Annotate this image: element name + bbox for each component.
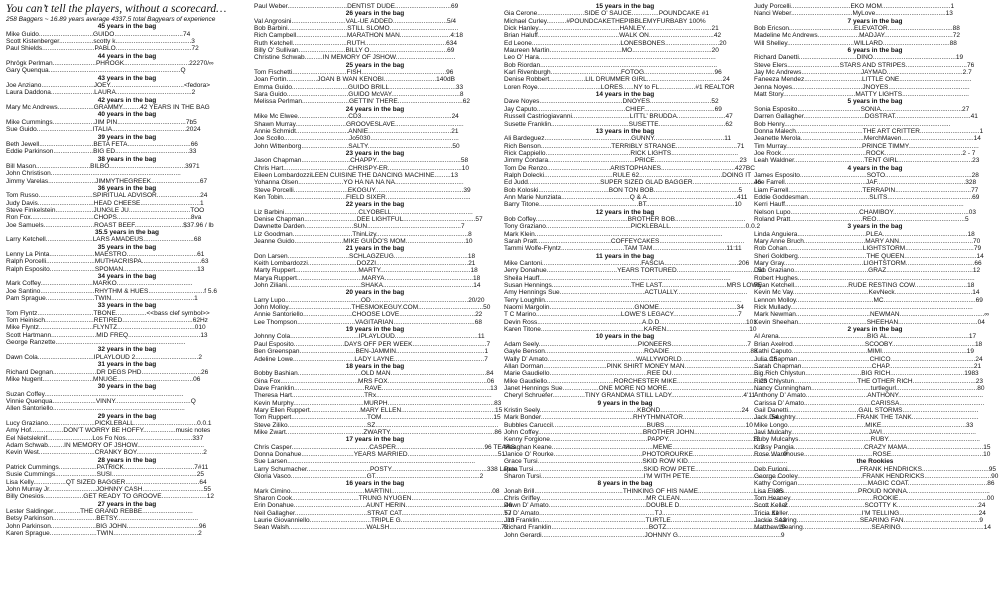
section-header: 19 years in the bag xyxy=(345,326,405,334)
member-entry: Mike Zwart...........................................ZWARTY..........................................................86 xyxy=(254,428,502,436)
member-entry: Beth Jewell..............................BETA FETA...................................66 xyxy=(6,140,198,148)
member-entry: Robert Hughes.................................................................................................. xyxy=(754,274,975,282)
member-entry: Karen Titone.........................................................KAREN..............................................10 xyxy=(504,326,757,334)
member-entry: Richard Franklin......................................................BOTZ..............................................................10 xyxy=(504,524,786,532)
member-entry: Krissy Pangia.......................................CRAZY MAMA..........................................15 xyxy=(754,443,991,451)
member-entry: Dave Noyes..............................................DNOYES..................................52 xyxy=(504,98,719,106)
member-entry: Tom De Renzo...................................ARISTOPHANES.........................................427BC xyxy=(504,164,755,172)
section-header: 36 years in the bag xyxy=(97,184,157,192)
member-entry: Rich Campbell............................MARATHON MAN............................4:18 xyxy=(254,32,464,40)
member-entry: Scott Kistenberger...................scotty k..........................................3 xyxy=(6,38,195,46)
member-entry: Ed Judd........................................SUPER SIZED GLAD BAGGER..................................46 xyxy=(504,179,762,187)
member-entry: Carissa D’ Amato.....................................CARISSA............................................... xyxy=(754,399,985,407)
member-entry: Michael Curley...........#POUNDCAKETHEPIBBLEMYFURBABY 100% xyxy=(504,17,706,25)
member-entry: Adam Seely.......................................................PIONEERS..........................................7 xyxy=(504,340,751,348)
member-entry: Adam Schwab.........IN MEMORY OF JSHOW..................................... xyxy=(6,441,205,449)
member-entry: Lisa Ellers.........................................PROUD NONNA.............................................. xyxy=(754,487,990,495)
member-entry: Joe Rock...............................................ROCK...........................................2 - 7 xyxy=(754,149,976,157)
section-header: 3 years in the bag xyxy=(847,223,903,231)
member-entry: Tom Russo..............................SPIRITUAL ADVISOR........................24 xyxy=(6,192,208,200)
section-header: 8 years in the bag xyxy=(597,480,653,488)
scorecard-column-1 xyxy=(6,3,248,537)
member-entry: Javi Mulcahy...........................................JAVI.................................................... xyxy=(754,428,976,436)
member-entry: Kristin Seely......................................................KBOND.............................................24 xyxy=(504,406,749,414)
member-entry: Tom Heinisch...........................RETIRED.......................................62Hz xyxy=(6,317,208,325)
member-entry: Bob Coffey...................................................BROTHER BOB....................................... xyxy=(504,215,746,223)
member-entry: Mary Anne Bruch..................................MARY ANN.........................................70 xyxy=(754,238,981,245)
section-header: 33 years in the bag xyxy=(97,302,157,310)
member-entry: Ruby Mulcahys........................................RUBY................................................... xyxy=(754,436,980,444)
member-entry: Gary Quenqua.........................................................................Q xyxy=(6,67,186,75)
member-entry: Lester Saldinger...............THE GRAND REBBE............................ xyxy=(6,508,193,516)
member-entry: Kevin West...............................CRANKY BOY.....................................2 xyxy=(6,449,207,457)
member-entry: Liz Barbini.........................................CLYOBELL............................................. xyxy=(254,208,473,216)
section-header: 11 years in the bag xyxy=(595,252,655,260)
member-entry: Darren Gallagher..................................DGSTRAT..........................................41 xyxy=(754,113,978,121)
member-entry: Bob Riordan.................................................................................................. xyxy=(504,61,718,69)
member-entry: Nelson Lupo......................................CHAMIBOY..........................................03 xyxy=(754,208,977,216)
section-header: 25 years in the bag xyxy=(345,61,405,69)
member-entry: Will Shelley.....................................WILLARD.....................................88 xyxy=(754,39,957,47)
member-entry: Maureen Martin........................................MO............................................20 xyxy=(504,47,719,55)
member-entry: Rich Chlystun...................................THE OTHER RICH...................................23 xyxy=(754,377,983,385)
member-entry: Joe Santino..............................RHYTHM & HUES...............................f 5.6 xyxy=(6,287,217,295)
member-entry: Terry Loughlin............................................................................................................. xyxy=(504,296,742,304)
member-entry: Dan Graziano.........................................GRAZ................................................12 xyxy=(754,267,981,275)
member-entry: Al Arena.................................................BIG AL.............................................17 xyxy=(754,333,977,341)
member-entry: Sue Larsen........................................................................................................ xyxy=(254,458,476,466)
member-entry: Larry Ketchell..........................LARS AMADEUS............................68 xyxy=(6,236,202,244)
member-entry: Ann Marie Nunziata......................................Q & A..................................................411 xyxy=(504,193,748,201)
member-entry: Melissa Perlman..........................GETTIN’ THERE....................................62 xyxy=(254,98,470,106)
member-entry: Dawn Cola...............................IPLAYLOUD 2...................................2 xyxy=(6,353,203,361)
member-entry: Gloria Vasco..........................................GT..........................................................2 xyxy=(254,473,484,480)
member-entry: Sean Walsh...........................................WALSH..............................................................72 xyxy=(254,524,509,532)
member-entry: Mary Ellen Ruppert............................MARY ELLEN....................................................15 xyxy=(254,406,503,414)
member-entry: John Wittenborg..........................SALTY...............................................50 xyxy=(254,142,460,150)
member-entry: Devin Ross..........................................................A.D.D................................................101 xyxy=(504,318,757,326)
member-entry: Jason Chapman...........................CHAPPY...............................................58 xyxy=(254,157,469,165)
member-entry: Steve Porcelli..............................EKOGUY.................................................39 xyxy=(254,186,471,194)
member-entry: Barry Titone.......................................................BT.................................................10 xyxy=(504,201,742,209)
section-header: 34 years in the bag xyxy=(97,273,157,281)
member-entry: George Ranzette........................................................................ xyxy=(6,339,186,347)
section-header: 42 years in the bag xyxy=(97,96,157,104)
section-header: 28 years in the bag xyxy=(97,456,157,464)
member-entry: Judy Davis...............................HEAD CHEESE.................................1 xyxy=(6,199,204,207)
member-entry: Sara Guido..................................GUIDO McVAY......................................8 xyxy=(254,91,464,99)
member-entry: George Cooley....................................FRANK HENDRICKS.....................................90 xyxy=(754,473,999,480)
member-entry: Cheryl Schruefer..................TINY GRANDMA STILL LADY........................................4’11” xyxy=(504,392,758,400)
member-entry: Ali Bardeguez................................................GUNNY.......................................11 xyxy=(504,135,731,143)
member-entry: Mike Nugent............................MNUGE..........................................06 xyxy=(6,375,201,383)
member-entry: TJ D’ Amato................................................................TJ.............................................................11 xyxy=(504,509,779,517)
member-entry: Nancy Cunningham.................................turtlegurl.............................................80 xyxy=(754,384,985,392)
member-entry: Jerry Donahue.......................................YEARS TORTURED.............................................51 xyxy=(504,267,766,275)
member-entry: Mark Newman.........................................NEWMAN...............................................∞ xyxy=(754,311,990,319)
member-entry: Mary Mc Andrews....................GRAMMY..........42 YEARS IN THE BAG xyxy=(6,104,210,112)
member-entry: Amy Hof..................DON’T WORRY BE HOFFY..................music notes xyxy=(6,427,211,435)
member-entry: Rose Warehouse......................................ROSE...................................................10 xyxy=(754,450,991,458)
member-entry: Paul Shields.............................PABLO..........................................72 xyxy=(6,45,199,53)
section-header: 13 years in the bag xyxy=(595,127,655,135)
member-entry: Mike Cummings.......................JIM PIN......................................7b5 xyxy=(6,118,197,126)
member-entry: Susette Franklin...........................................SUSETTE.....................................62 xyxy=(504,120,733,128)
member-entry: Ken Tobin...................................FIELD SIXER............................................... xyxy=(254,193,471,201)
member-entry: Mike Flyntz..............................FLYNTZ...........................................010 xyxy=(6,324,206,332)
member-entry: Dawn D’ Amato......................................................DOUBLE D..........................................................2 xyxy=(504,502,788,510)
member-entry: Keith Lombardozzi...........................DOZZI...................................................21 xyxy=(254,260,476,268)
section-header: 35 years in the bag xyxy=(97,243,157,251)
member-entry: Yohanna Olsen.........................YO HA NA NA NA...................................... xyxy=(254,179,464,187)
member-entry: Johnny Cola......................................IPLAYLOUD..............................................11 xyxy=(254,333,485,341)
member-entry: Jeanne Guido...........................MIKE GUIDO’S MOM.................................10 xyxy=(254,238,473,245)
member-entry: Bob Barbini.................................STILL SLOMO...................................... xyxy=(254,25,459,33)
section-header: 5 years in the bag xyxy=(847,98,903,106)
member-entry: Susie Cummings.......................SUSI...............................................25 xyxy=(6,471,204,479)
member-entry: Jay Caputo.................................................CHIEF.......................................69 xyxy=(504,105,722,113)
member-entry: Chris Griffey...........................................................MR CLEAN......................................................... xyxy=(504,495,783,503)
section-header: 16 years in the bag xyxy=(345,480,405,488)
member-entry: Tom Flyntz...............................TBONE.................<<bass clef symbol>> xyxy=(6,309,210,317)
member-entry: Leo O’ Hara.................................................................................................. xyxy=(504,54,716,62)
section-header: 4 years in the bag xyxy=(847,164,903,172)
member-entry: John Gerardi.........................................................JOHNNY G.........................................................9 xyxy=(504,531,785,539)
member-entry: Bill Mason..............................BILBO..........................................3971 xyxy=(6,162,200,170)
member-entry: James Esposito.....................................SOTO................................................28 xyxy=(754,171,979,179)
member-entry: John Christison........................................................................ xyxy=(6,170,181,178)
member-entry: Matthew Searing......................................SEARING..............................................14 xyxy=(754,524,991,532)
member-entry: Shawn Murray............................GROOVESLAVE...................................... xyxy=(254,120,464,128)
scorecard-column-2 xyxy=(254,3,518,532)
member-entry: John Coffey..........................................................BROTHER JOHN................................................... xyxy=(504,428,787,436)
member-entry: Judy Porcelli.................................EKO MOM......................................1 xyxy=(754,3,955,10)
member-entry: Larry Schumacher...................................POSTY.....................................................338 Lapua xyxy=(254,465,518,473)
member-entry: Christine Schwab..........IN MEMORY OF JSHOW................................. xyxy=(254,54,456,62)
member-entry: Tom Ruppert..........................................TOM..............................................................15 xyxy=(254,414,501,422)
member-entry: Rob Cohan..........................................LIGHTSTORM......................................79 xyxy=(754,245,982,253)
section-header: 7 years in the bag xyxy=(847,17,903,25)
member-entry: Karen Sprague..........................TWIN...............................................2 xyxy=(6,530,202,538)
member-entry: Billy Onesios......................GET READY TO GROOVE.........................12 xyxy=(6,493,214,501)
section-header: 31 years in the bag xyxy=(97,361,157,369)
member-entry: Janice O’ Rourke.................................................PHOTOROURKE..................................................9 xyxy=(504,450,787,458)
member-entry: Sheri Goldberg......................................THE QUEEN........................................14 xyxy=(754,252,984,260)
member-entry: Laura Daddona........................LAURA..........................................2 xyxy=(6,89,196,97)
member-entry: Rick Mullady..................................................................................................... xyxy=(754,304,973,312)
member-entry: Ralph Porcelli...........................MUTHACRISPA.................................63 xyxy=(6,258,209,266)
member-entry: Mary Gray............................................LIGHTSTORM......................................66 xyxy=(754,260,982,268)
section-header: 40 years in the bag xyxy=(97,111,157,119)
member-entry: Ron Fox...................................CHOPS.........................................8va xyxy=(6,214,202,222)
member-entry: Jonah Brill.................................................THINKING OF HIS NAME...........................................35 xyxy=(504,487,783,495)
member-entry: Erin Donahue........................................AUNT HERIN.......................................................46 xyxy=(254,502,513,510)
member-entry: Mark Coffey.............................MARKO.......................................... xyxy=(6,280,193,288)
member-entry: Scott Keller...........................................SCOTTY K.............................................24 xyxy=(754,502,986,510)
member-entry: Sonia Esposito...................................SONIA.............................................27 xyxy=(754,105,970,113)
section-header: 21 years in the bag xyxy=(345,245,405,253)
member-entry: Lennon Molloy...........................................MC...................................................69 xyxy=(754,296,983,304)
member-entry: Pete Tursi.............................................................SKID ROW PETE..................................................... xyxy=(504,465,791,473)
member-entry: Mike Longo...........................................MIKE...............................................33 xyxy=(754,421,974,429)
member-entry: John Molloy...................................THESMOKEGUY.COM....................................50 xyxy=(254,304,491,312)
member-entry: Tom Heaney..............................................ROOKIE.................................................00 xyxy=(754,495,995,503)
member-entry: Laurie Giovanniello..................................TRIPLE G...........................................................13 xyxy=(254,517,515,525)
member-entry: Tricia Keller.........................................I’M TELLING............................................24 xyxy=(754,509,986,517)
member-entry: Amy Hennings Sue...............................................ACTUALLY....................................... xyxy=(504,289,748,297)
member-entry: Ed Leone.................................................LONESBONES..............................20 xyxy=(504,39,727,47)
section-header: 18 years in the bag xyxy=(345,362,405,370)
member-entry: Linda Anguiera......................................PLEA...............................................18 xyxy=(754,230,975,238)
member-entry: Richard Degnan........................DR DEGS PHD.................................26 xyxy=(6,368,209,376)
section-header: 39 years in the bag xyxy=(97,133,157,141)
member-entry: Sharon Tursi.........................................................I’M WITH PETE..................................................... xyxy=(504,473,786,480)
member-entry: Billy O’ Sullivan..........................BILLY O...........................................69 xyxy=(254,47,455,55)
member-entry: Pam Sprague...........................TWIN..............................................1 xyxy=(6,295,198,303)
section-header: 10 years in the bag xyxy=(595,333,655,341)
member-entry: Sarah Chapman.......................................CHAP...............................................21 xyxy=(754,362,982,370)
member-entry: Bob Ericson....................................ELEVATOR....................................88 xyxy=(754,25,960,33)
section-header: 22 years in the bag xyxy=(345,201,405,209)
member-entry: Steve Elers.............................STARS AND STRIPES..................................76 xyxy=(754,61,975,69)
member-entry: Kevin Murphy.......................................MURPH...........................................................83 xyxy=(254,399,502,407)
member-entry: Larry Lupo..........................................OD......................................................20/20 xyxy=(254,296,485,304)
member-entry: Susan Hennings............................................THE LAST....................................MRS LOWE xyxy=(504,282,762,290)
member-entry: Emma Guido...............................GUIDO BRILL.....................................33 xyxy=(254,83,464,91)
member-entry: Marty Ruppert...................................MARTY..................................................18 xyxy=(254,267,478,275)
section-header: 45 years in the bag xyxy=(97,23,157,31)
member-entry: John Parkinson.........................BIG JOHN........................................96 xyxy=(6,522,207,530)
section-header: 23 years in the bag xyxy=(345,149,405,157)
member-entry: Donna Donahue.............................YEARS MARRIED..................................................51 xyxy=(254,450,506,458)
member-entry: Gail Danetti.......................................GAIL STORMS.......................................... xyxy=(754,406,979,414)
member-entry: Janet Hennings Sue....................ONE MORE NO MORE...................................................... xyxy=(504,384,765,392)
member-entry: Joe Scollo....................................Jo5030................................................. xyxy=(254,135,459,143)
member-entry: Annie Santoriello...........................CHOOSE LOVE..........................................22 xyxy=(254,311,483,319)
member-entry: Meaghan Keane........................................................MEME.................................................2 xyxy=(504,443,765,451)
member-entry: Joe Samuels............................ROAST BEEF...........................$37.96 / lb xyxy=(6,221,214,229)
member-entry: Kevin Mc Vay..........................................KevNeck...........................................14 xyxy=(754,289,980,297)
member-entry: Lee Thompson................................VAGITARIAN.............................................68 xyxy=(254,318,482,326)
member-entry: Jimmy Cordara................................................PRICE...............................................23 xyxy=(504,157,747,165)
section-header: 14 years in the bag xyxy=(595,91,655,99)
member-entry: Joan Fortin.................JOAN B WAN KENOBI.............................140dB xyxy=(254,76,455,84)
page-subtitle: 258 Baggers ~ 16.89 years average 4337.5 total Bagyears of experience xyxy=(6,16,216,23)
member-entry: Mike Mc Elwee............................CD3..................................................24 xyxy=(254,113,459,121)
member-entry: Faneeza Mendez................................LITTLE ONE........................................ xyxy=(754,76,972,84)
member-entry: Vinnie Quenqua........................VINNY..........................................Q xyxy=(6,397,196,405)
member-entry: Brian Haluff.............................................WALK ON....................................42 xyxy=(504,32,722,40)
member-entry: John Ziliani.........................................SHAKA..................................................14 xyxy=(254,282,481,290)
member-entry: Ryan Ketchell..............................RUDE RESTING COW.............................18 xyxy=(754,282,975,290)
member-entry: Denise Chapman.............................DEE LIGHTFUL........................................57 xyxy=(254,215,483,223)
member-entry: Val Angrosini..............................VAL-UE ADDED..............................5/4 xyxy=(254,17,457,25)
member-entry: Grace Tursi..........................................................SKID ROW KID....................................................... xyxy=(504,458,788,466)
member-entry: Jimmy Varelas..........................JIMMYTHEGREEK...........................67 xyxy=(6,177,208,185)
member-entry: Sue Guido...............................ITALIA.........................................2024 xyxy=(6,126,201,134)
member-entry: Tony Graziano...............................................PICKLEBALL..........................................0.0.2 xyxy=(504,223,761,231)
member-entry: Steve Ziliko............................................SZ.................................................................... xyxy=(254,421,499,429)
section-header: 15 years in the bag xyxy=(595,3,655,10)
member-entry: Jeanette Merola...................................MerchMaven........................................14 xyxy=(754,135,981,143)
member-entry: Mark Cimino.........................................MARTINI........................................................08 xyxy=(254,487,500,495)
member-entry: Ralph Dolecki......................................RULE 62..............................................DOING IT xyxy=(504,171,752,179)
section-header: 44 years in the bag xyxy=(97,52,157,60)
member-entry: Matt Story........................................MATTY LIGHTS..................................... xyxy=(754,91,969,99)
member-entry: Kerri Hauff................................................................................................... xyxy=(754,201,964,209)
member-entry: Bob Koloski.......................................BON TON BOB...............................................5 xyxy=(504,186,743,194)
member-entry: Sarah Pratt.........................................COFFEYCAKES............................................... xyxy=(504,238,745,245)
member-entry: Ben Greenspan...............................BEN-JAMMIN.................................................1 xyxy=(254,348,489,356)
member-entry: Richard Danetti................................DINO..............................................19 xyxy=(754,54,964,62)
member-entry: Chris Hart....................................CHRISPY-ER.........................................10 xyxy=(254,164,470,172)
member-entry: Bubbles Caruccil....................................................BUBS.............................................10 xyxy=(504,421,753,429)
section-header: 26 years in the bag xyxy=(345,10,405,18)
section-header: 29 years in the bag xyxy=(97,412,157,420)
section-header: 6 years in the bag xyxy=(847,47,903,55)
member-entry: T C Marino...............................................LOWE’S LEGACY....................................7 xyxy=(504,311,742,319)
section-header: 35.5 years in the bag xyxy=(95,228,159,236)
member-entry: Russell Castriogiavanni................................LITTL’ BRUDDA...........................47 xyxy=(504,113,733,121)
member-entry: Ralph Esposito.........................SPOMAN.........................................13 xyxy=(6,265,205,273)
member-entry: Bobby Bashian...................................OLD MAN.....................................................84 xyxy=(254,370,494,378)
member-entry: Jenna Noyes.......................................JNOYES............................................. xyxy=(754,83,970,91)
member-entry: Big Rich Chlystun...............................BIG RICH.........................................1983 xyxy=(754,370,979,378)
member-entry: Sheila Hauff.......................................................................................................... xyxy=(504,274,731,282)
section-header: 38 years in the bag xyxy=(97,155,157,163)
member-entry: Sharon Cook.....................................TRUNG NYUGEN.................................................... xyxy=(254,495,506,503)
member-entry: Neil Gallagher........................................STRAT CAT.........................................................57 xyxy=(254,509,512,517)
member-entry: Scott Hartmann.........................MID FREQ........................................13 xyxy=(6,331,208,339)
member-entry: Patrick Cummings.....................PATRICK.......................................7#11 xyxy=(6,463,209,471)
member-entry: Jay Mc Andrews.................................JAYMAD..........................................2.7 xyxy=(754,69,972,77)
member-entry: Betsy Parkinson........................BETSY............................................. xyxy=(6,515,199,523)
member-entry: Tammi Wolfe-Flyntz...................................TAM TAM.........................................11:11 xyxy=(504,245,742,253)
member-entry: Theresa Hart........................................TRx................................................................ xyxy=(254,392,492,400)
member-entry: Steve Finkelstein.....................JUNGLE JU..................................TOO xyxy=(6,206,205,214)
section-header: 20 years in the bag xyxy=(345,289,405,297)
member-entry: Rick Cappiello...............................................RICK LIGHTS..................................... xyxy=(504,149,739,157)
section-header: 30 years in the bag xyxy=(97,383,157,391)
member-entry: Naomi Margolin...............................................GNOME...........................................34 xyxy=(504,304,744,312)
member-entry: Kathi Caputo..........................................MIMI...............................................19 xyxy=(754,348,974,356)
member-entry: Liam Farrell.........................................TERRAPIN..........................................77 xyxy=(754,186,979,194)
member-entry: Eel Nietsleknif.........................Los Fo Nos.....................................337 xyxy=(6,434,204,442)
member-entry: Eddie Goddesman..................................SLITS...............................................69 xyxy=(754,193,980,201)
member-entry: Mike Gaudiello.....................................RORCHESTER MIKE..............................................23 xyxy=(504,377,768,385)
section-header: 17 years in the bag xyxy=(345,436,405,444)
member-entry: Lucy Graziano..........................PICKLEBALL...................................0.0.1 xyxy=(6,419,212,427)
member-entry: Liz Goodman.................................ThinLizy...................................................8 xyxy=(254,230,472,238)
member-entry: Dawnette Darden...........................SUN....................................................7 xyxy=(254,223,465,231)
member-entry: Kenny Forgione......................................................PAPPY...............................................12 xyxy=(504,436,760,444)
section-header: 43 years in the bag xyxy=(97,74,157,82)
member-entry: Phrögk Perlman........................PHROGK....................................22270/∞ xyxy=(6,60,214,68)
section-header: 24 years in the bag xyxy=(345,105,405,113)
scorecard-column-3 xyxy=(504,3,791,539)
member-entry: Ruth Ketchell..............................RUTH.............................................634 xyxy=(254,39,458,47)
member-entry: Annie Schmidt.............................ANNIE..............................................21 xyxy=(254,127,459,135)
member-entry: Karl Rivenburgh.......................................FOTOG.......................................96 xyxy=(504,69,722,77)
member-entry: Eileen LombardozziLEEN CUISINE THE DANCING MACHINE.........13 xyxy=(254,171,458,179)
member-entry: Marya Ruppert....................................MARYA.................................................18 xyxy=(254,274,481,282)
member-entry: Mike Guido..............................GUIDO......................................74 xyxy=(6,30,191,38)
member-entry: Mark Klein........................................................................................................ xyxy=(504,230,723,238)
member-entry: Don Larsen..................................SCHLAGZEUG.........................................18 xyxy=(254,252,476,260)
member-entry: Loren Roye...................................LORES......NY to FL....................#1 REALTOR xyxy=(504,83,735,91)
member-entry: Allan Dorman...................................PINK SHIRT MONEY MAN................................................ xyxy=(504,362,772,370)
member-entry: Lisa Kelly..................QT SIZED BAGGER.........................................64 xyxy=(6,478,207,486)
member-entry: Tim Murray..........................................PRINCE TIMMY....................................... xyxy=(754,142,979,150)
section-header: 2 years in the bag xyxy=(847,326,903,334)
member-entry: Joe Farrell.............................................JAF.................................................328 xyxy=(754,179,977,187)
member-entry: Allen Santoriello......................................................................... xyxy=(6,405,185,413)
scorecard-column-4 xyxy=(754,3,999,532)
member-entry: Roland Pratt........................................REO.................................................5 xyxy=(754,215,969,223)
member-entry: Adeline Lowe..................................LADY LAYNE..................................................7 xyxy=(254,355,488,363)
member-entry: Paul Weber.................................DENTIST DUDE...............................69 xyxy=(254,3,459,10)
member-entry: Dick Hanley.............................................HANLEY.....................................21 xyxy=(504,25,719,33)
member-entry: Eddie Parkinson......................BIG ED.........................................33 xyxy=(6,148,197,156)
member-entry: Madeline Mc Andrews.......................MADJAY......................................72 xyxy=(754,32,961,40)
member-entry: Jack Daughtry..................................FRANK THE TANK..................................... xyxy=(754,414,979,422)
member-entry: Wally D’ Amato.................................................WALLYWORLD.................................................15 xyxy=(504,355,778,363)
member-entry: Leah Waldner.......................................TENT GIRL.........................................23 xyxy=(754,157,980,165)
member-entry: Kevin Sheehan......................................SHEEHAN............................................04 xyxy=(754,318,985,326)
member-entry: Gia Cerone..........................SIDE O’ SAUCE...............POUNDCAKE #1 xyxy=(504,10,709,18)
page-title: You can’t tell the players, without a scorecard… xyxy=(6,3,227,15)
section-header: 32 years in the bag xyxy=(97,346,157,354)
member-entry: Deb Furioni........................................FRANK HENDRICKS.....................................95 xyxy=(754,465,997,473)
member-entry: Marie Gaudiello......................................................REE DU.................................................... xyxy=(504,370,766,378)
member-entry: Joe Anziano.............................JOEY.........................................<fedora> xyxy=(6,82,210,90)
member-entry: Tom Fischetti..............................FISH...............................................96 xyxy=(254,69,454,77)
member-entry: Julia Chapman........................................CHICO...............................................24 xyxy=(754,355,983,363)
member-entry: Kathy Corrigan.......................................MAGIC COAT............................................86 xyxy=(754,480,995,488)
member-entry: Paul Esposito............................DAYS OFF PER WEEK.........................................7 xyxy=(254,340,491,348)
member-entry: Lenny La Pinta.........................MAESTRO.......................................61 xyxy=(6,251,205,258)
section-header: 27 years in the bag xyxy=(97,500,157,508)
member-entry: Mark Bonder...................................................RHYTHMNATOR.................................................54 xyxy=(504,414,779,422)
member-entry: Bob Henry............................................................................................ xyxy=(754,120,951,128)
section-header: 9 years in the bag xyxy=(597,399,653,407)
member-entry: Gina Fox...........................................MRS FOX.......................................................06 xyxy=(254,377,495,385)
member-entry: John Murray Jr..........................JOHNNY CASH..................................55 xyxy=(6,486,212,493)
member-entry: Brian Axelrod........................................SCOOBY..............................................18 xyxy=(754,340,983,348)
member-entry: Jackie Searing...................................SEARING FAN..........................................9 xyxy=(754,517,984,525)
section-header: 12 years in the bag xyxy=(595,208,655,216)
member-entry: Gayle Benson.......................................................ROADIE.............................................88 xyxy=(504,348,758,356)
member-entry: Jim Franklin...........................................................TURTLE............................................................13 xyxy=(504,517,787,525)
member-entry: Dave Franklin.......................................RAVE............................................................13 xyxy=(254,384,498,392)
member-entry: Anthony D’ Amato..................................ANTHONY............................................... xyxy=(754,392,984,400)
member-entry: Denise Robbert....................LIL DRUMMER GIRL..........................................24 xyxy=(504,76,730,84)
member-entry: Rich Benson.......................................TERRIBLY STRANGE..................................71 xyxy=(504,142,745,150)
section-header: the Rookies xyxy=(856,458,894,466)
member-entry: Donna Malech.....................................THE ART CRITTER.................................1 xyxy=(754,127,984,135)
member-entry: Mike Cantoni.......................................................FASCIA.........................................206 xyxy=(504,260,750,268)
member-entry: Chris Casper...........................................CASPER.................................................96 TEARS xyxy=(254,443,516,451)
member-entry: Suzan Coffey............................................................................. xyxy=(6,390,184,398)
member-entry: Nanci Weber..................................MyLove.......................................13 xyxy=(754,10,953,18)
